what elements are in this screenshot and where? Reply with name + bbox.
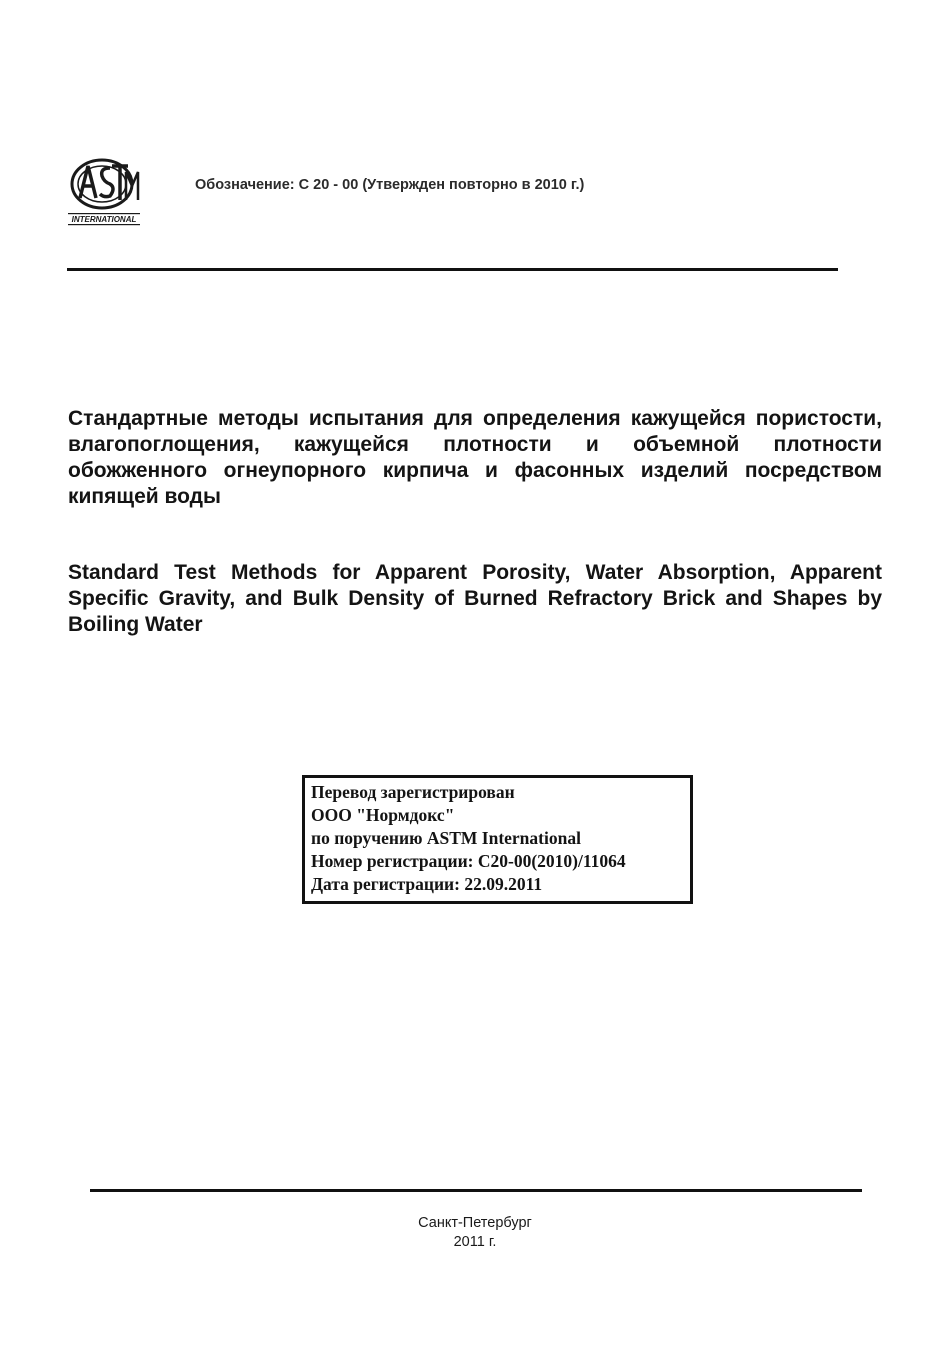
registration-line: Дата регистрации: 22.09.2011 [311, 874, 543, 894]
title-russian: Стандартные методы испытания для определения кажущейся пористости, влагопоглощения, кажущейся плотности и объемной плотности обожженного огнеупорного кирпича и фасонных изделий посредством кипящей воды [68, 407, 882, 508]
astm-logo-icon [66, 158, 142, 226]
footer-divider [90, 1189, 862, 1192]
registration-line: Номер регистрации: C20-00(2010)/11064 [311, 851, 626, 871]
footer-year: 2011 г. [453, 1234, 497, 1250]
registration-line: по поручению ASTM International [311, 828, 581, 848]
designation-text: Обозначение: С 20 - 00 (Утвержден повторно в 2010 г.) [195, 177, 585, 193]
registration-line: ООО "Нормдокс" [311, 805, 455, 825]
footer [0, 1214, 950, 1252]
astm-logo [66, 158, 142, 226]
logo-subtext: INTERNATIONAL [71, 215, 137, 224]
title-english: Standard Test Methods for Apparent Porosity, Water Absorption, Apparent Specific Gravity, and Bulk Density of Burned Refractory Brick and Shapes by Boiling Water [68, 561, 882, 636]
registration-line: Перевод зарегистрирован [311, 782, 515, 802]
footer-city: Санкт-Петербург [418, 1215, 532, 1231]
registration-box [302, 775, 693, 904]
header-divider [67, 268, 838, 271]
